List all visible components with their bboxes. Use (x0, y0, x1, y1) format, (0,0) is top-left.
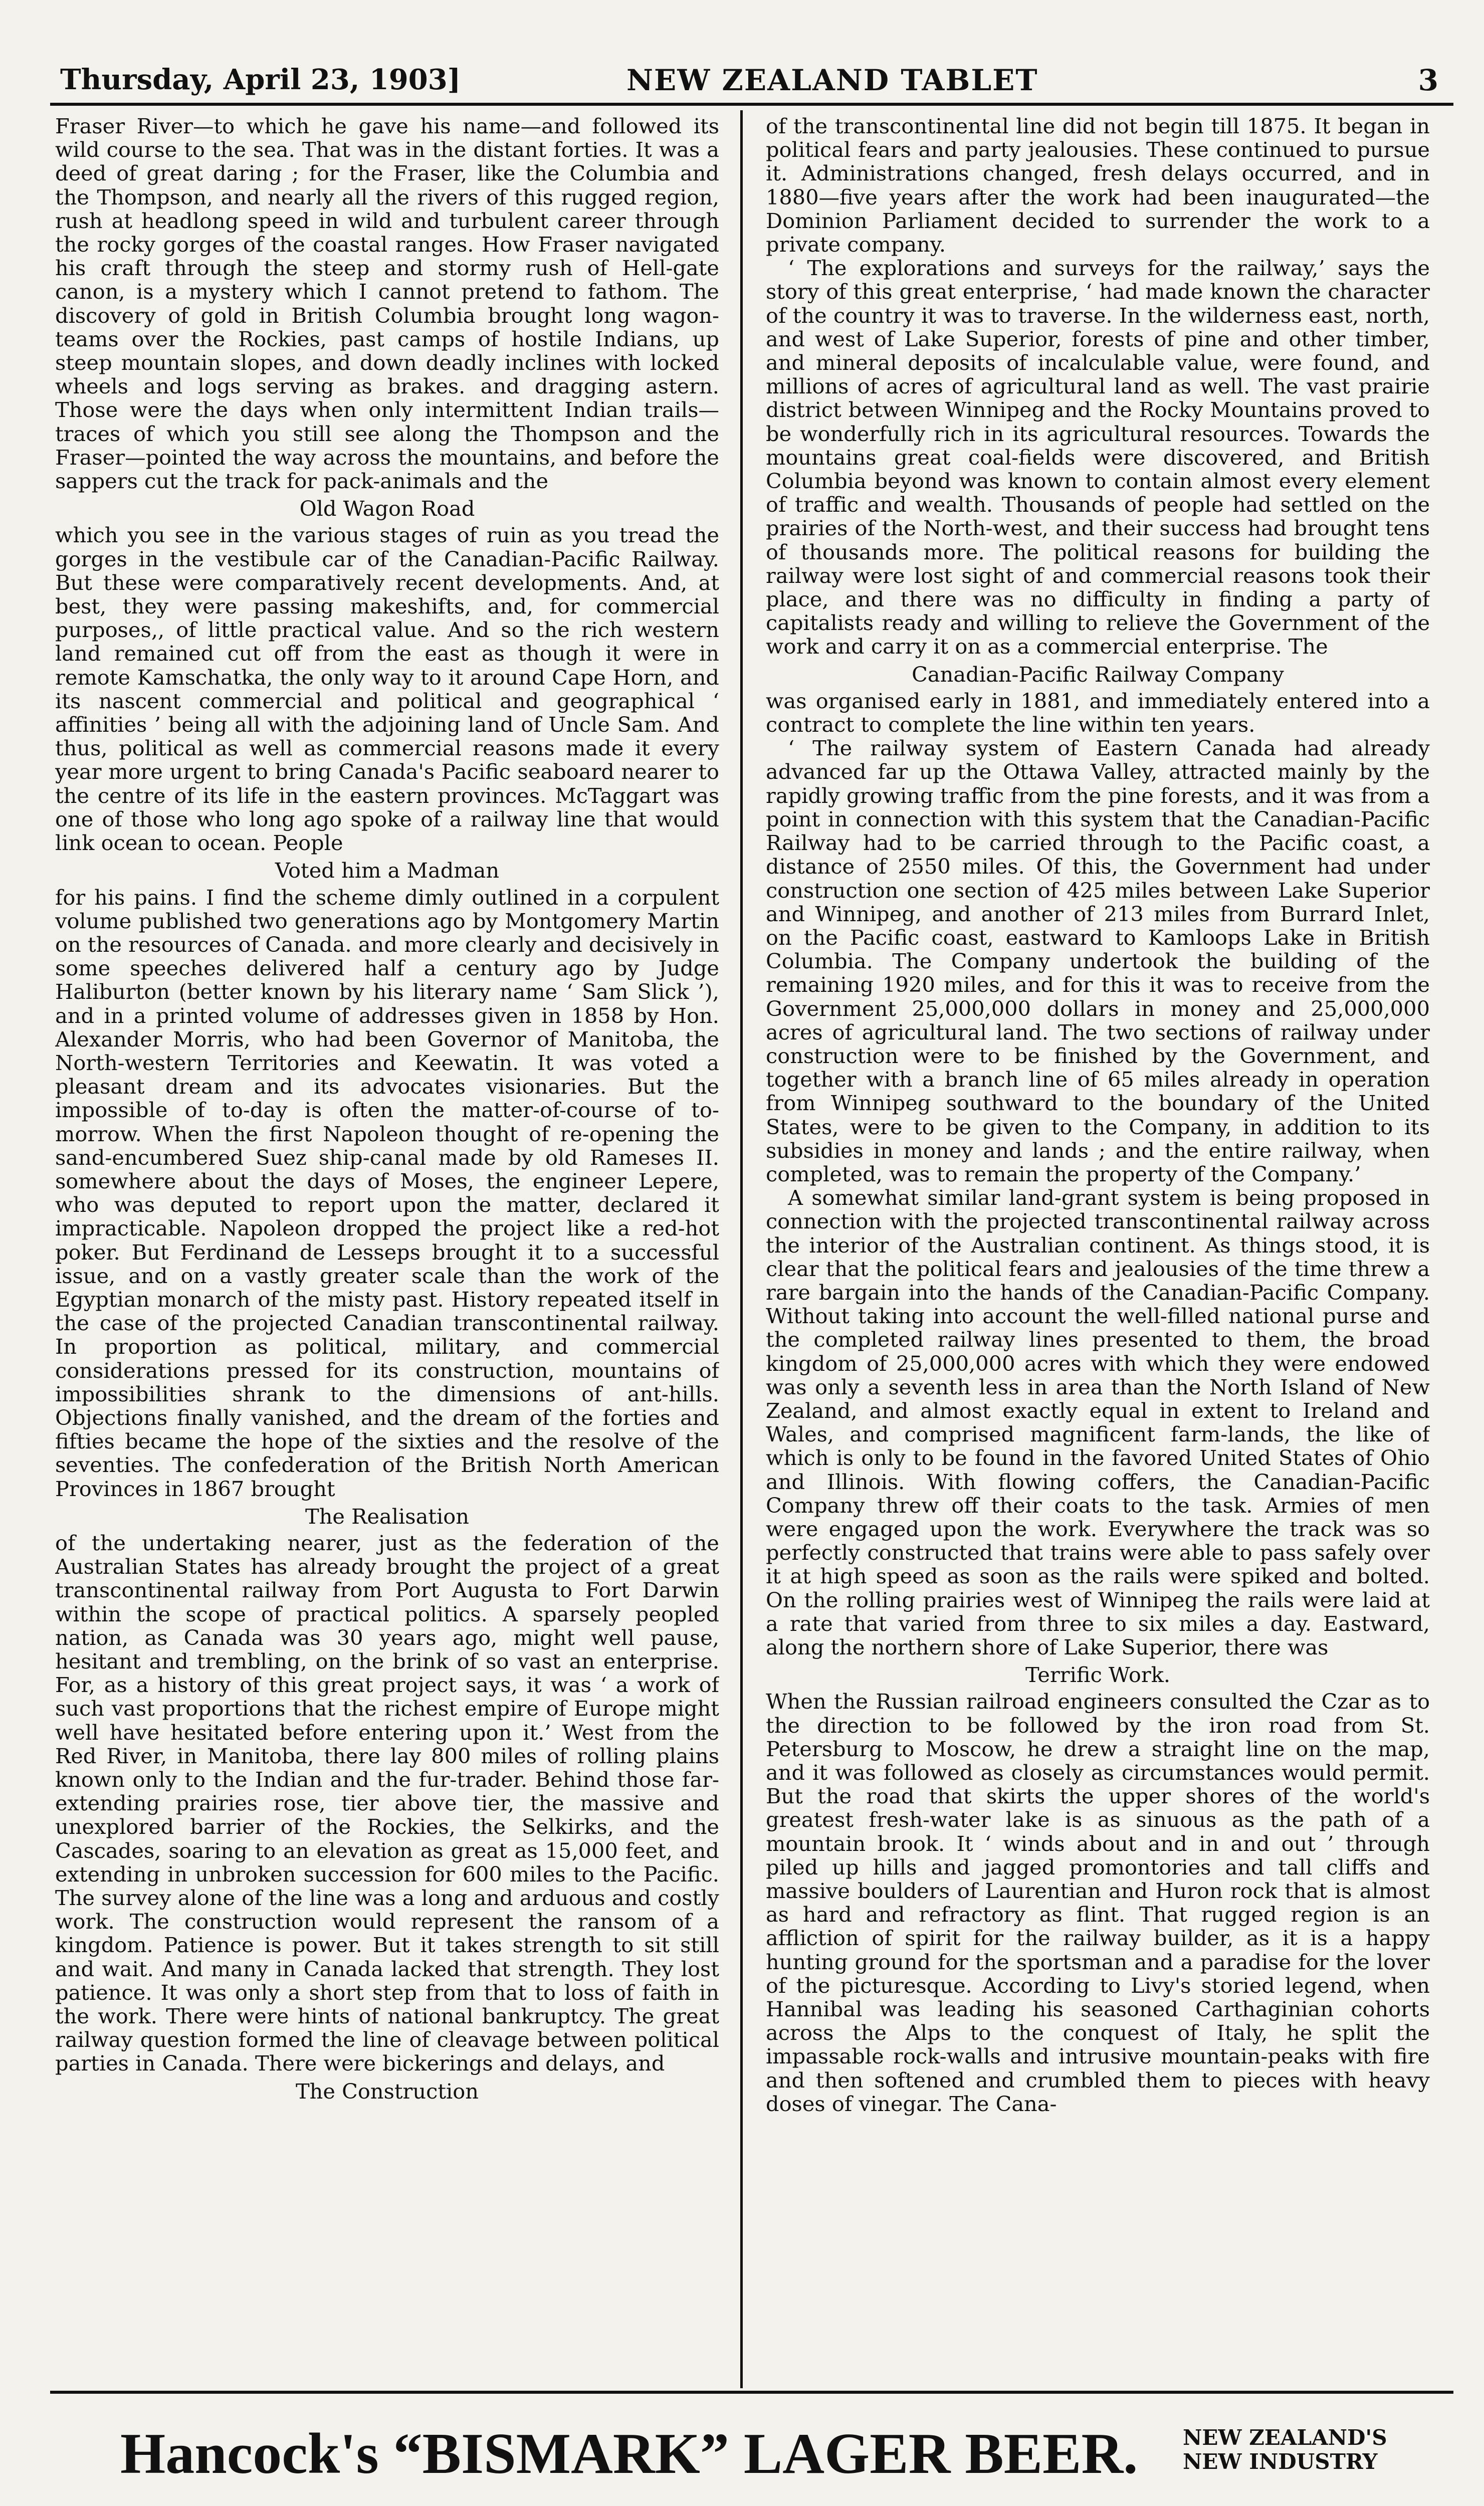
issue-date: Thursday, April 23, 1903] (60, 63, 461, 96)
column-right (766, 114, 1430, 2385)
section-subheading: Old Wagon Road (299, 496, 475, 521)
article-paragraph: of the transcontinental line did not begin till 1875. It began in political fears and party jealousies. These continued to pursue it. Administrations changed, fresh delays occurred, and in 1880—five years after the work had been inaugurated—the Dominion Parliament decided to surrender the work to a private company. (766, 114, 1430, 257)
footer-rule (50, 2391, 1453, 2394)
article-paragraph: for his pains. I find the scheme dimly outlined in a corpulent volume published two generations ago by Montgomery Martin on the resources of Canada. and more clearly and decisively in some speeches delivered half a century ago by Judge Haliburton (better known by his literary name ‘ Sam Slick ’), and in a printed volume of addresses given in 1858 by Hon. Alexander Morris, who had been Governor of Manitoba, the North-western Territories and Keewatin. It was voted a pleasant dream and its advocates visionaries. But the impossible of to-day is often the matter-of-course of to-morrow. When the first Napoleon thought of re-opening the sand-encumbered Suez ship-canal made by old Rameses II. somewhere about the days of Moses, the engineer Lepere, who was deputed to report upon the matter, declared it impracticable. Napoleon dropped the project like a red-hot poker. But Ferdinand de Lesseps brought it to a successful issue, and on a vastly greater scale than the work of the Egyptian monarch of the misty past. History repeated itself in the case of the projected Canadian transcontinental railway. In proportion as political, military, and commercial considerations pressed for its construction, mountains of impossibilities shrank to the dimensions of ant-hills. Objections finally vanished, and the dream of the forties and fifties became the hope of the sixties and the resolve of the seventies. The confederation of the British North American Provinces in 1867 brought (55, 885, 719, 1501)
advertisement-tag-line: NEW ZEALAND'S (1183, 2425, 1387, 2450)
advertisement-tag-line: NEW INDUSTRY (1183, 2449, 1378, 2474)
page-header (50, 59, 1453, 99)
section-subheading: The Construction (295, 2078, 479, 2104)
advertisement-banner (50, 2401, 1453, 2501)
article-paragraph: A somewhat similar land-grant system is being proposed in connection with the projected transcontinental railway across the interior of the Australian continent. As things stood, it is clear that the political fears and jealousies of the time threw a rare bargain into the hands of the Canadian-Pacific Company. Without taking into account the well-filled national purse and the completed railway lines presented to them, the broad kingdom of 25,000,000 acres with which they were endowed was only a seventh less in area than the North Island of New Zealand, and almost exactly equal in extent to Ireland and Wales, and comprised magnificent farm-lands, the like of which is only to be found in the favored United States of Ohio and Illinois. With flowing coffers, the Canadian-Pacific Company threw off their coats to the task. Armies of men were engaged upon the work. Everywhere the track was so perfectly constructed that trains were able to pass safely over it at high speed as soon as the rails were spiked and bolted. On the rolling prairies west of Winnipeg the rails were laid at a rate that varied from three to six miles a day. Eastward, along the northern shore of Lake Superior, there was (766, 1185, 1430, 1659)
page-number: 3 (1418, 63, 1438, 97)
advertisement-tag (1183, 2426, 1387, 2474)
section-subheading: Canadian-Pacific Railway Company (912, 662, 1284, 687)
header-rule (50, 103, 1453, 106)
article-paragraph: Fraser River—to which he gave his name—and followed its wild course to the sea. That was in the distant forties. It was a deed of great daring ; for the Fraser, like the Columbia and the Thompson, and nearly all the rivers of this rugged region, rush at headlong speed in wild and turbulent career through the rocky gorges of the coastal ranges. How Fraser navigated his craft through the steep and stormy rush of Hell-gate canon, is a mystery which I cannot pretend to fathom. The discovery of gold in British Columbia brought long wagon-teams over the Rockies, past camps of hostile Indians, up steep mountain slopes, and down deadly inclines with locked wheels and logs serving as brakes. and dragging astern. Those were the days when only intermittent Indian trails—traces of which you still see along the Thompson and the Fraser—pointed the way across the mountains, and before the sappers cut the track for pack-animals and the (55, 114, 719, 494)
column-left (55, 114, 719, 2385)
section-subheading: The Realisation (305, 1504, 469, 1529)
article-paragraph: ‘ The explorations and surveys for the railway,’ says the story of this great enterprise, ‘ had made known the character of the country it was to traverse. In the wilderness east, north, and west of Lake Superior, forests of pine and other timber, and mineral deposits of incalculable value, were found, and millions of acres of agricultural land as well. The vast prairie district between Winnipeg and the Rocky Mountains proved to be wonderfully rich in its agricultural resources. Towards the mountains great coal-fields were discovered, and British Columbia beyond was known to contain almost every element of traffic and wealth. Thousands of people had settled on the prairies of the North-west, and their success had brought tens of thousands more. The political reasons for building the railway were lost sight of and commercial reasons took their place, and there was no difficulty in finding a party of capitalists ready and willing to relieve the Government of the work and carry it on as a commercial enterprise. The (766, 256, 1430, 659)
article-paragraph: When the Russian railroad engineers consulted the Czar as to the direction to be followed by the iron road from St. Petersburg to Moscow, he drew a straight line on the map, and it was followed as closely as circumstances would permit. But the road that skirts the upper shores of the world's greatest fresh-water lake is as sinuous as the path of a mountain brook. It ‘ winds about and in and out ’ through piled up hills and jagged promontories and tall cliffs and massive boulders of Laurentian and Huron rock that is almost as hard and refractory as flint. That rugged region is an affliction of spirit for the railway builder, as it is a happy hunting ground for the sportsman and a paradise for the lover of the picturesque. According to Livy's storied legend, when Hannibal was leading his seasoned Carthaginian cohorts across the Alps to the conquest of Italy, he split the impassable rock-walls and intrusive mountain-peaks with fire and then softened and crumbled them to pieces with heavy doses of vinegar. The Cana- (766, 1689, 1430, 2116)
article-paragraph: was organised early in 1881, and immediately entered into a contract to complete the line within ten years. (766, 688, 1430, 737)
column-divider (740, 110, 743, 2388)
article-paragraph: which you see in the various stages of ruin as you tread the gorges in the vestibule car of the Canadian-Pacific Railway. But these were comparatively recent developments. And, at best, they were passing makeshifts, and, for commercial purposes,, of little practical value. And so the rich western land remained cut off from the east as though it were in remote Kamschatka, the only way to it around Cape Horn, and its nascent commercial and political and geographical ‘ affinities ’ being all with the adjoining land of Uncle Sam. And thus, political as well as commercial reasons made it every year more urgent to bring Canada's Pacific seaboard nearer to the centre of its life in the eastern provinces. McTaggart was one of those who long ago spoke of a railway line that would link ocean to ocean. People (55, 523, 719, 856)
section-subheading: Terrific Work. (1025, 1662, 1171, 1688)
masthead: NEW ZEALAND TABLET (626, 63, 1038, 97)
article-paragraph: ‘ The railway system of Eastern Canada had already advanced far up the Ottawa Valley, attracted mainly by the rapidly growing traffic from the pine forests, and it was from a point in connection with this system that the Canadian-Pacific Railway had to be carried through to the Pacific coast, a distance of 2550 miles. Of this, the Government had under construction one section of 425 miles between Lake Superior and Winnipeg, and another of 213 miles from Burrard Inlet, on the Pacific coast, eastward to Kamloops Lake in British Columbia. The Company undertook the building of the remaining 1920 miles, and for this it was to receive from the Government 25,000,000 dollars in money and 25,000,000 acres of agricultural land. The two sections of railway under construction were to be finished by the Government, and together with a branch line of 65 miles already in operation from Winnipeg southward to the boundary of the United States, were to be given to the Company, in addition to its subsidies in money and lands ; and the entire railway, when completed, was to remain the property of the Company.’ (766, 736, 1430, 1186)
section-subheading: Voted him a Madman (275, 858, 500, 883)
advertisement-slogan: Hancock's “BISMARK” LAGER BEER. (120, 2422, 1138, 2486)
article-paragraph: of the undertaking nearer, just as the federation of the Australian States has already brought the project of a great transcontinental railway from Port Augusta to Fort Darwin within the scope of practical politics. A sparsely peopled nation, as Canada was 30 years ago, might well pause, hesitant and trembling, on the brink of so vast an enterprise. For, as a history of this great project says, it was ‘ a work of such vast proportions that the richest empire of Europe might well have hesitated before entering upon it.’ West from the Red River, in Manitoba, there lay 800 miles of rolling plains known only to the Indian and the fur-trader. Behind those far-extending prairies rose, tier above tier, the massive and unexplored barrier of the Rockies, the Selkirks, and the Cascades, soaring to an elevation as great as 15,000 feet, and extending in unbroken succession for 600 miles to the Pacific. The survey alone of the line was a long and arduous and costly work. The construction would represent the ransom of a kingdom. Patience is power. But it takes strength to sit still and wait. And many in Canada lacked that strength. They lost patience. It was only a short step from that to loss of faith in the work. There were hints of national bankruptcy. The great railway question formed the line of cleavage between political parties in Canada. There were bickerings and delays, and (55, 1530, 719, 2076)
